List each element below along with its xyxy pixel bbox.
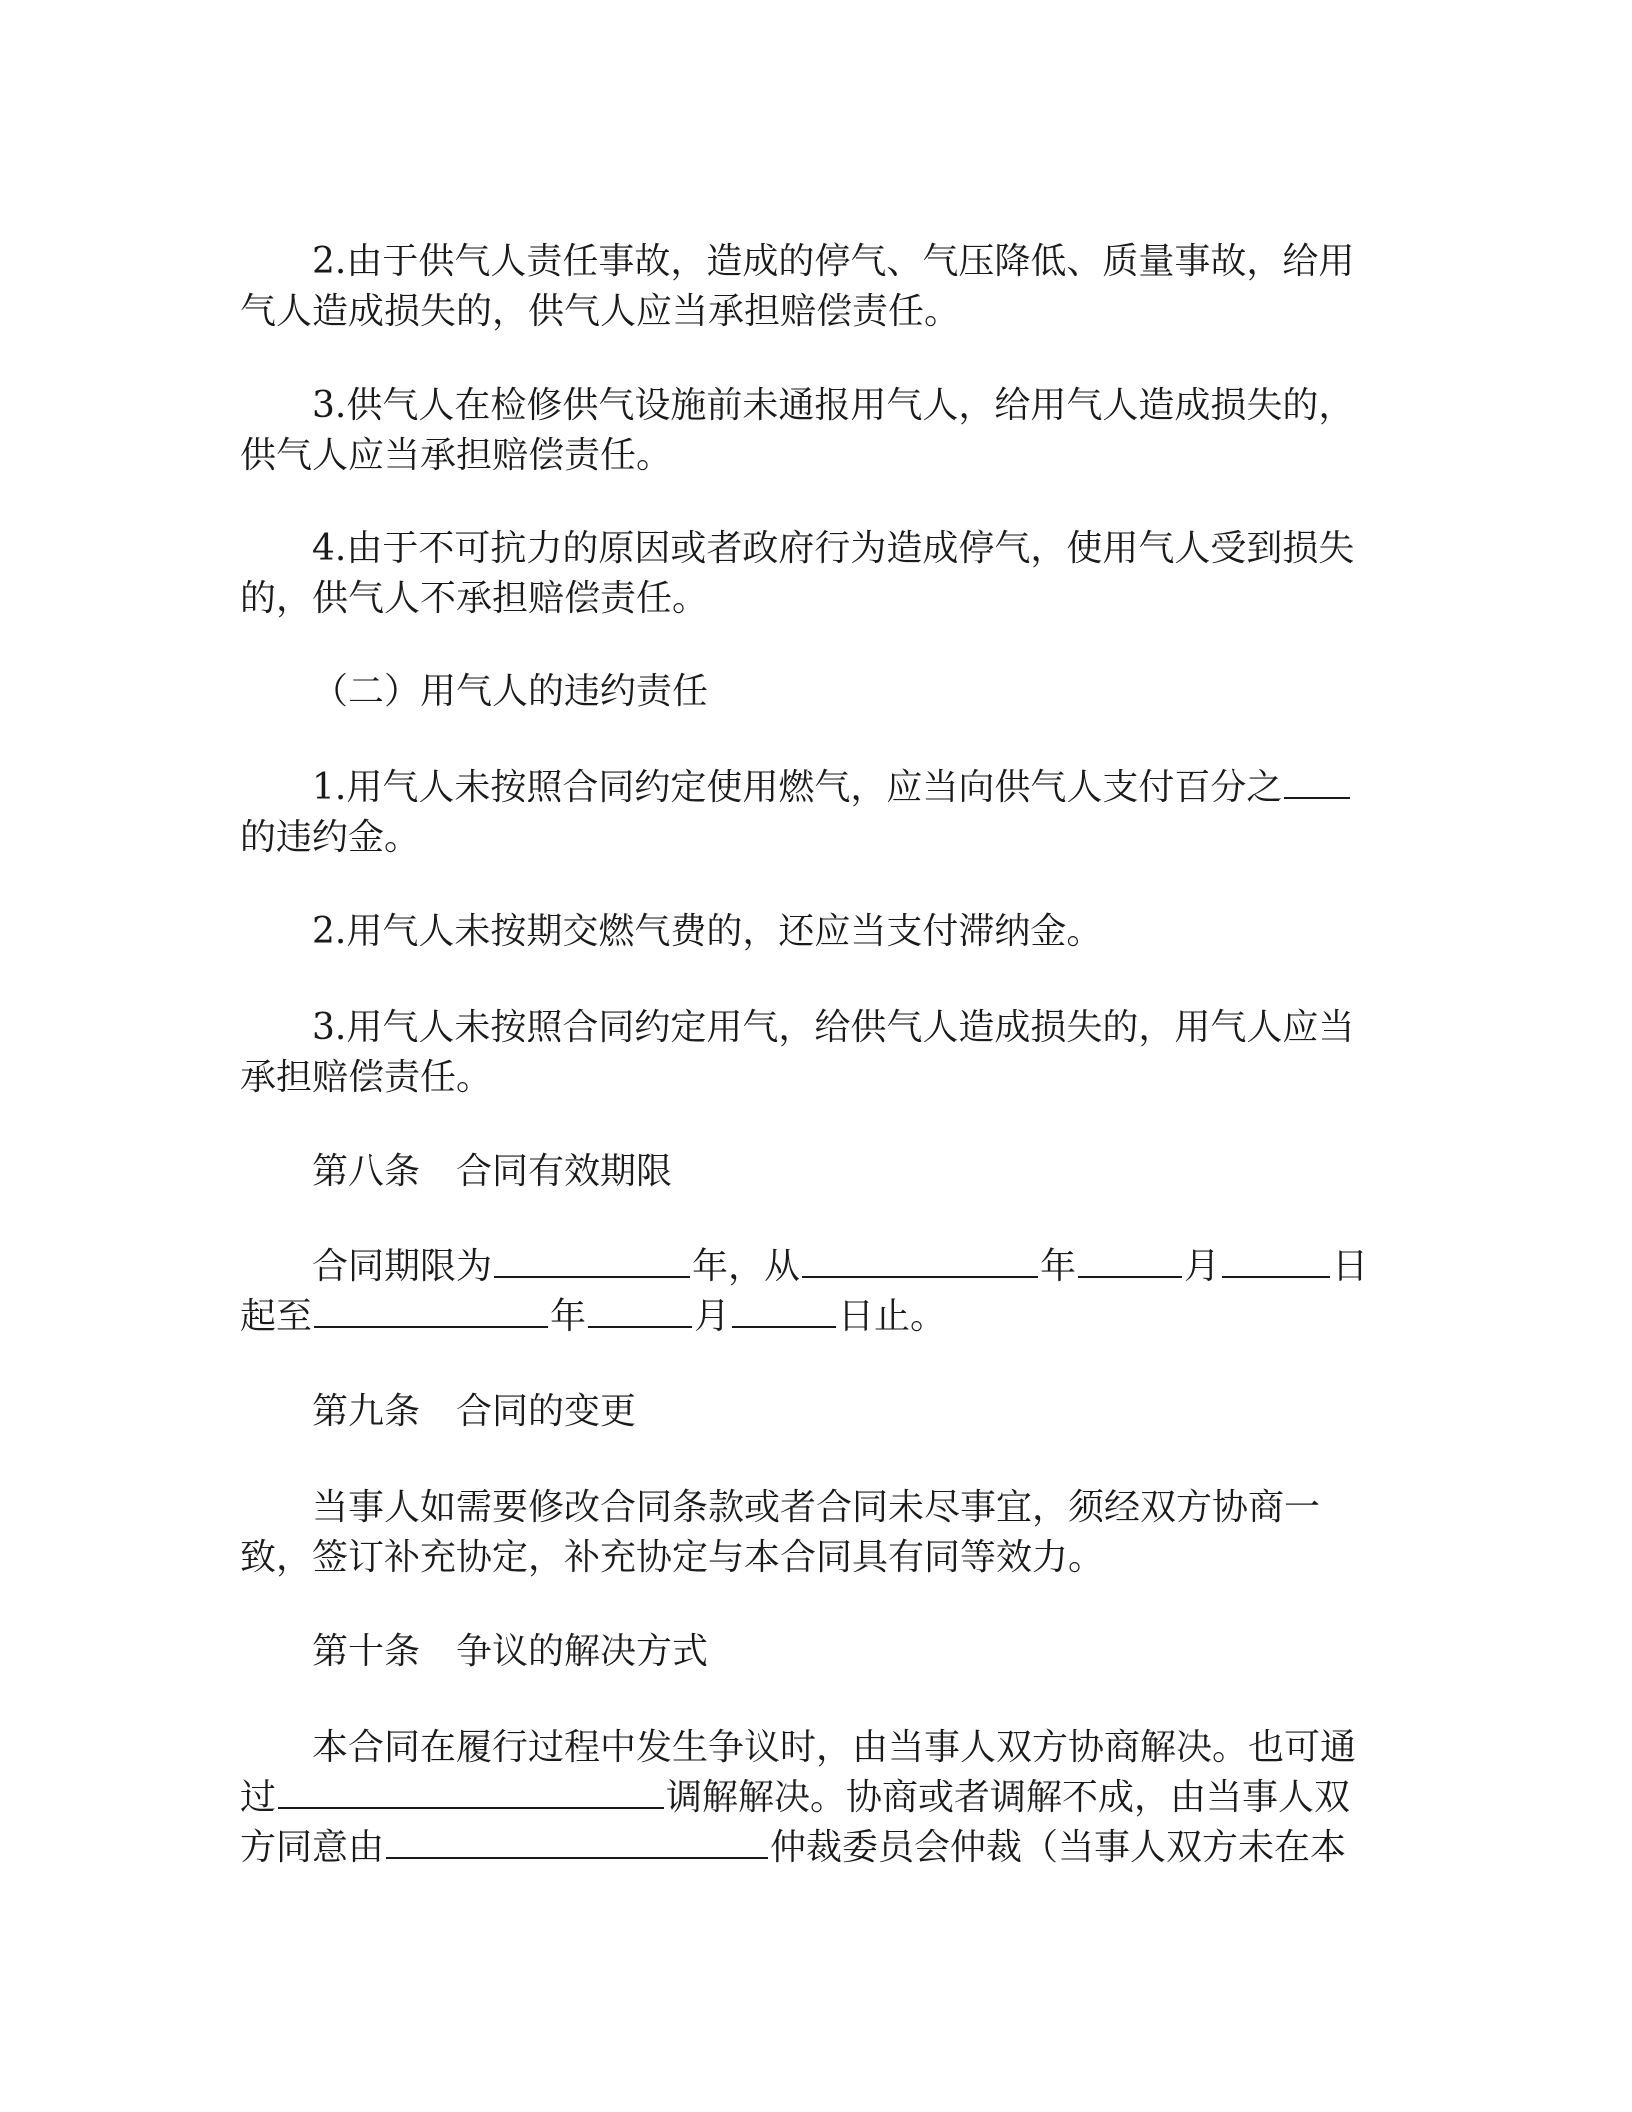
- article-heading-10: [240, 1627, 1380, 1677]
- blank-line: [802, 1242, 1038, 1278]
- blank-line: [278, 1773, 664, 1809]
- blank-line: [494, 1242, 690, 1278]
- paragraph-late-fee: [240, 907, 1380, 957]
- text-line: [240, 1773, 1380, 1823]
- text-segment: 过: [240, 1777, 277, 1818]
- paragraph-force-majeure: [240, 524, 1380, 624]
- article-heading-9: [240, 1387, 1380, 1437]
- text-line: 2.用气人未按期交燃气费的，还应当支付滞纳金。: [312, 911, 1103, 952]
- blank-line: [1222, 1242, 1330, 1278]
- text-line: 承担赔偿责任。: [240, 1057, 493, 1098]
- text-line: [240, 1242, 1380, 1292]
- text-segment: 日止。: [838, 1296, 947, 1337]
- text-segment: 调解解决。协商或者调解不成，由当事人双: [666, 1777, 1351, 1818]
- section-heading-user-liability: [240, 667, 1380, 717]
- text-line: 致，签订补充协定，补充协定与本合同具有同等效力。: [240, 1537, 1105, 1578]
- text-line: [240, 1292, 1380, 1342]
- text-line: 2.由于供气人责任事故，造成的停气、气压降低、质量事故，给用: [312, 241, 1355, 282]
- text-segment: 月: [1184, 1246, 1221, 1287]
- heading-text: （二）用气人的违约责任: [312, 671, 709, 712]
- article-heading-8: [240, 1147, 1380, 1197]
- text-segment: 年: [550, 1296, 587, 1337]
- heading-text: 第八条 合同有效期限: [312, 1151, 673, 1192]
- text-line: 3.供气人在检修供气设施前未通报用气人，给用气人造成损失的，: [312, 385, 1355, 426]
- paragraph-user-penalty: [240, 763, 1380, 863]
- text-segment: 1.用气人未按照合同约定使用燃气，应当向供气人支付百分之: [312, 767, 1283, 808]
- blank-line: [314, 1292, 548, 1328]
- blank-line: [386, 1823, 768, 1859]
- text-segment: 合同期限为: [312, 1246, 493, 1287]
- text-line: [240, 763, 1380, 813]
- blank-line: [1284, 763, 1350, 799]
- text-line: 供气人应当承担赔偿责任。: [240, 435, 673, 476]
- heading-text: 第九条 合同的变更: [312, 1391, 637, 1432]
- text-line: 3.用气人未按照合同约定用气，给供气人造成损失的，用气人应当: [312, 1007, 1355, 1048]
- text-line: 的违约金。: [240, 817, 421, 858]
- text-segment: 年，从: [692, 1246, 801, 1287]
- blank-line: [588, 1292, 692, 1328]
- text-line: 当事人如需要修改合同条款或者合同未尽事宜，须经双方协商一: [312, 1487, 1321, 1528]
- paragraph-supplier-accident: [240, 237, 1380, 337]
- text-line: 气人造成损失的，供气人应当承担赔偿责任。: [240, 291, 961, 332]
- blank-line: [1078, 1242, 1182, 1278]
- blank-line: [732, 1292, 836, 1328]
- text-segment: 月: [694, 1296, 731, 1337]
- text-line: 4.由于不可抗力的原因或者政府行为造成停气，使用气人受到损失: [312, 528, 1355, 569]
- text-segment: 年: [1040, 1246, 1077, 1287]
- text-line: [240, 1823, 1380, 1873]
- paragraph-contract-change: [240, 1483, 1380, 1583]
- text-segment: 仲裁委员会仲裁（当事人双方未在本: [770, 1827, 1347, 1868]
- paragraph-dispute-resolution: [240, 1723, 1380, 1873]
- text-segment: 起至: [240, 1296, 313, 1337]
- text-line: 本合同在履行过程中发生争议时，由当事人双方协商解决。也可通: [312, 1727, 1357, 1768]
- heading-text: 第十条 争议的解决方式: [312, 1631, 709, 1672]
- paragraph-contract-term: [240, 1242, 1380, 1342]
- text-line: 的，供气人不承担赔偿责任。: [240, 578, 709, 619]
- text-segment: 方同意由: [240, 1827, 385, 1868]
- text-segment: 日: [1332, 1246, 1369, 1287]
- paragraph-user-damage: [240, 1003, 1380, 1103]
- paragraph-supplier-maintenance: [240, 381, 1380, 481]
